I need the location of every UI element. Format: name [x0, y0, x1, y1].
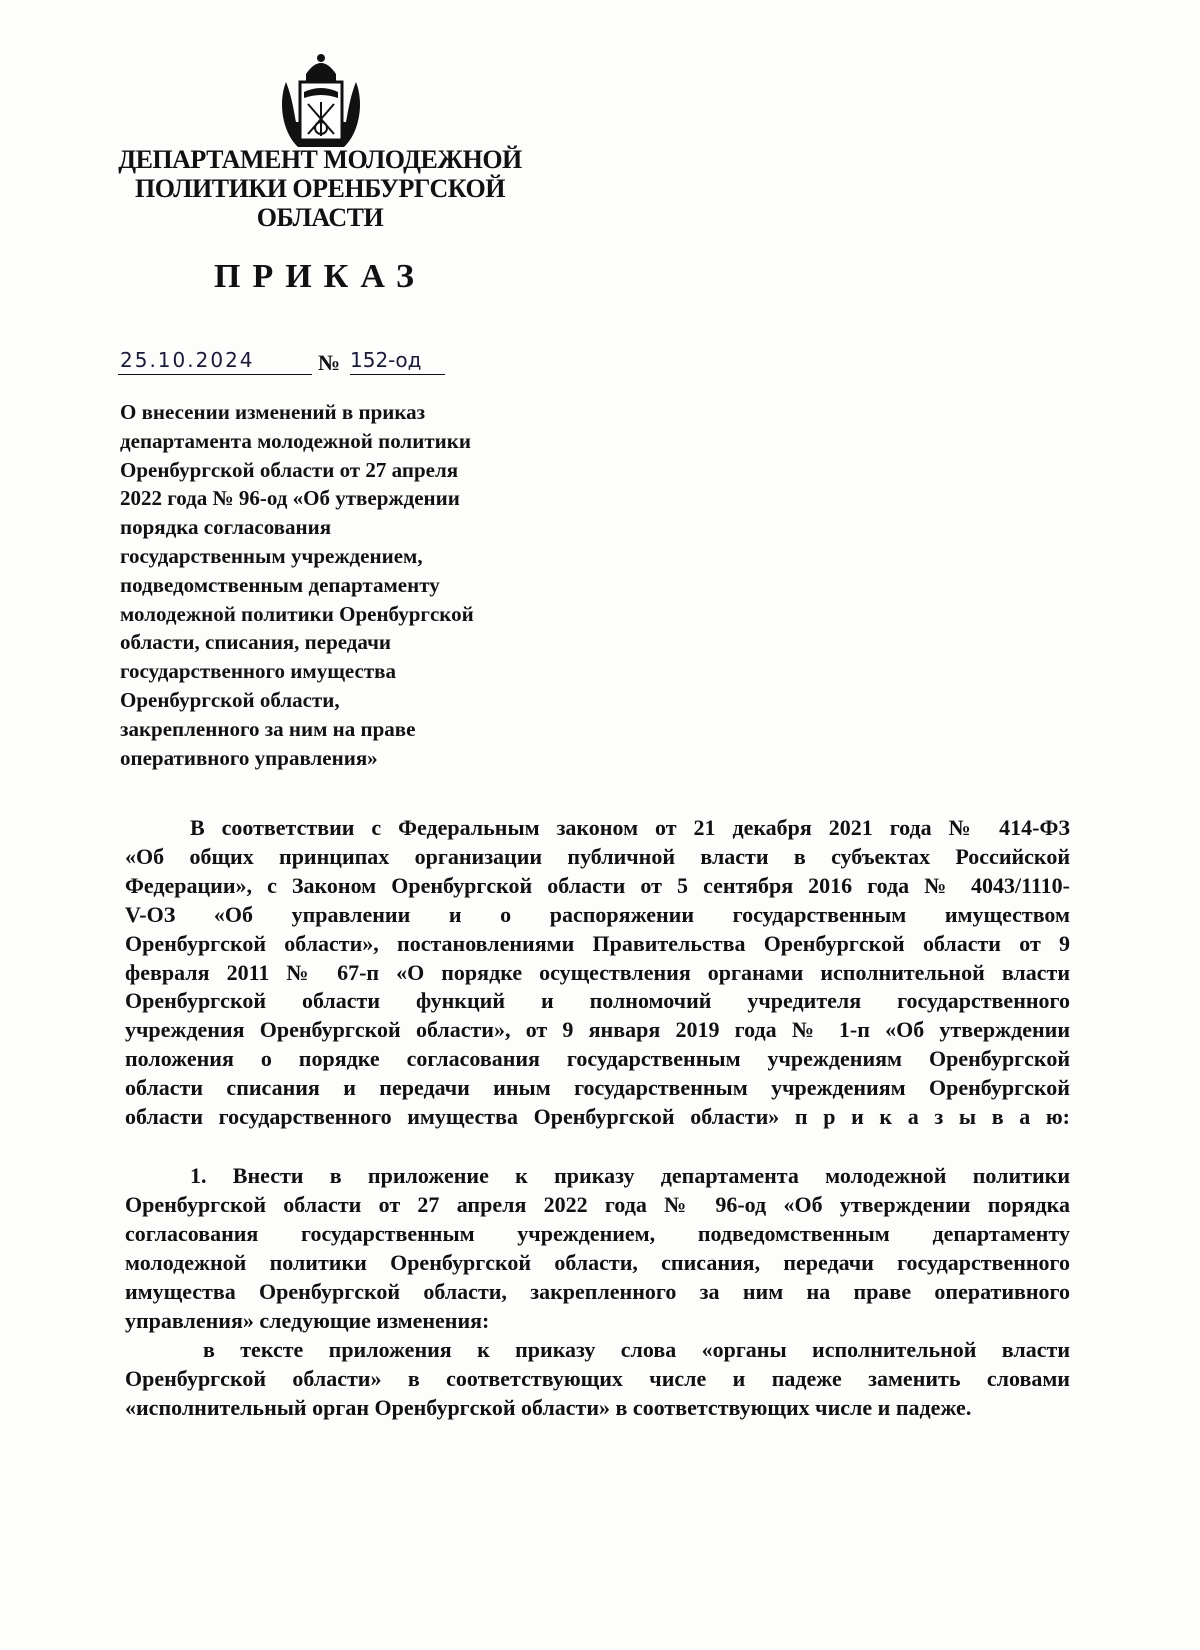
text-line: имущества Оренбургской области, закрепленного за ним на праве оперативного — [125, 1278, 1070, 1304]
order-date: 25.10.2024 — [118, 348, 312, 375]
item-1-paragraph — [125, 1162, 1070, 1335]
text-line: в тексте приложения к приказу слова «органы исполнительной власти — [203, 1337, 1070, 1362]
preamble-paragraph — [125, 814, 1070, 1132]
subject-line: 2022 года № 96-од «Об утверждении — [120, 486, 460, 511]
order-number: 152-од — [350, 348, 445, 375]
coat-of-arms-emblem — [278, 52, 364, 152]
text-line: учреждения Оренбургской области», от 9 января 2019 года № 1-п «Об утверждении — [125, 1017, 1070, 1043]
text-line: молодежной политики Оренбургской области, списания, передачи государственного — [125, 1249, 1070, 1275]
subject-line: О внесении изменений в приказ — [120, 400, 426, 424]
subject-line: порядка согласования — [120, 515, 332, 540]
text-line: V-ОЗ «Об управлении и о распоряжении государственным имуществом — [125, 901, 1070, 927]
text-line: положения о порядке согласования государственным учреждениям Оренбургской — [125, 1046, 1070, 1072]
subject-line: государственным учреждением, — [120, 543, 423, 568]
text-line: согласования государственным учреждением, подведомственным департаменту — [125, 1220, 1070, 1246]
subject-line: Оренбургской области от 27 апреля — [120, 457, 459, 482]
text-line: В соответствии с Федеральным законом от 21 декабря 2021 года № 414-ФЗ — [190, 815, 1070, 840]
text-line: Федерации», с Законом Оренбургской области от 5 сентября 2016 года № 4043/1110- — [125, 872, 1070, 898]
subject-line: оперативного управления» — [120, 745, 378, 770]
department-line: ПОЛИТИКИ ОРЕНБУРГСКОЙ — [135, 174, 505, 203]
number-label: № — [318, 350, 341, 375]
text-line: февраля 2011 № 67-п «О порядке осуществления органами исполнительной власти — [125, 959, 1070, 985]
department-line: ДЕПАРТАМЕНТ МОЛОДЕЖНОЙ — [118, 145, 522, 174]
department-name — [110, 145, 530, 232]
amendment-paragraph — [125, 1336, 1070, 1423]
text-line: управления» следующие изменения: — [125, 1307, 490, 1333]
order-subject — [120, 398, 474, 772]
subject-line: департамента молодежной политики — [120, 428, 471, 453]
text-line: Оренбургской области от 27 апреля 2022 года № 96-од «Об утверждении порядка — [125, 1191, 1070, 1217]
subject-line: молодежной политики Оренбургской — [120, 601, 474, 626]
text-line: Оренбургской области» в соответствующих числе и падеже заменить словами — [125, 1365, 1070, 1391]
text-line: области списания и передачи иным государственным учреждениям Оренбургской — [125, 1075, 1070, 1101]
subject-line: Оренбургской области, — [120, 687, 340, 712]
document-type: ПРИКАЗ — [214, 258, 426, 295]
subject-line: государственного имущества — [120, 659, 396, 684]
subject-line: области, списания, передачи — [120, 630, 392, 655]
department-line: ОБЛАСТИ — [256, 203, 384, 232]
subject-line: закрепленного за ним на праве — [120, 716, 416, 741]
text-line: «Об общих принципах организации публичной власти в субъектах Российской — [125, 843, 1070, 869]
text-line: «исполнительный орган Оренбургской области» в соответствующих числе и падеже. — [125, 1394, 972, 1420]
text-line: Оренбургской области», постановлениями Правительства Оренбургской области от 9 — [125, 930, 1070, 956]
text-line: области государственного имущества Оренбургской области» п р и к а з ы в а ю: — [125, 1104, 1070, 1130]
text-line: Оренбургской области функций и полномочий учредителя государственного — [125, 988, 1070, 1014]
subject-line: подведомственным департаменту — [120, 572, 440, 597]
text-line: 1. Внести в приложение к приказу департамента молодежной политики — [190, 1163, 1070, 1188]
